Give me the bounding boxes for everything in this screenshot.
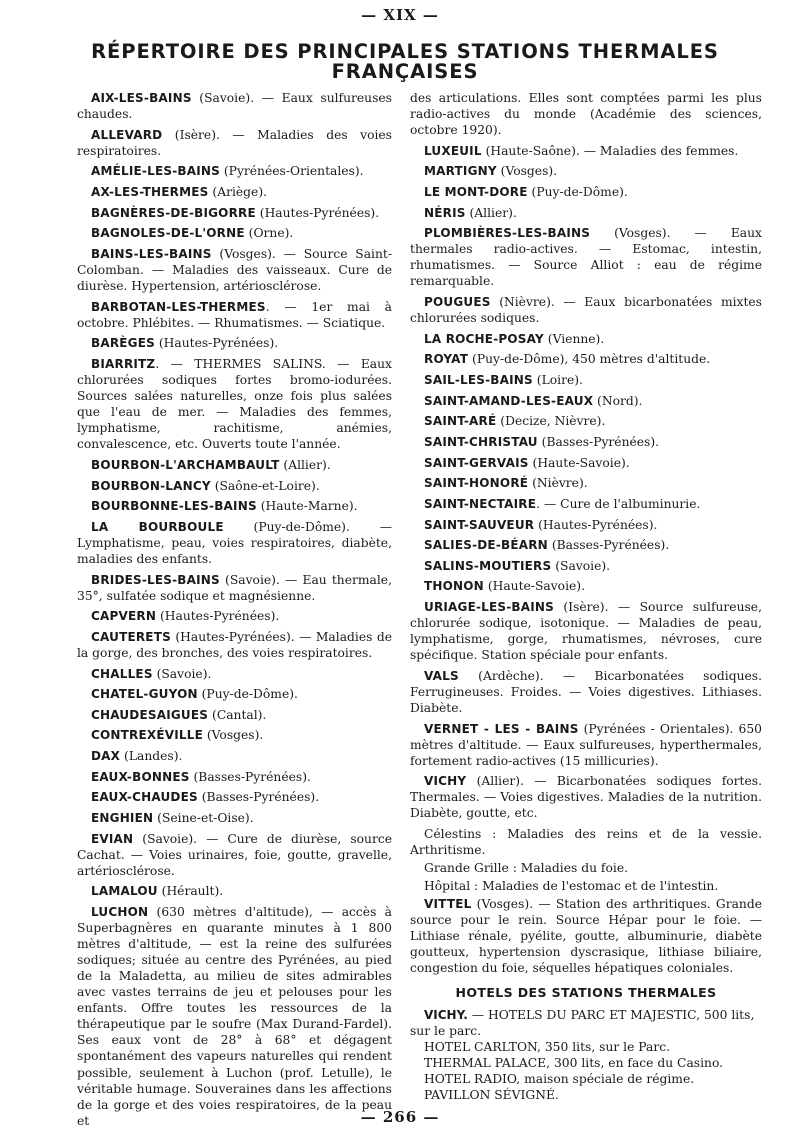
station-entry xyxy=(410,413,762,429)
entry-name: BOURBON-L'ARCHAMBAULT xyxy=(91,457,280,472)
entry-name: CHALLES xyxy=(91,666,153,681)
entry-name: LE MONT-DORE xyxy=(424,185,528,200)
station-entry xyxy=(77,666,392,682)
entry-name: EAUX-BONNES xyxy=(91,769,190,784)
station-entry xyxy=(77,572,392,604)
entry-text: (Savoie). xyxy=(152,666,212,681)
entry-name: VERNET - LES - BAINS xyxy=(424,721,579,736)
footer-page-number: — 266 — xyxy=(360,1108,440,1126)
entry-vittel xyxy=(410,896,762,976)
station-entry xyxy=(77,498,392,514)
entry-name: DAX xyxy=(91,749,121,764)
entry-name: POUGUES xyxy=(424,295,491,310)
entry-text: (Orne). xyxy=(244,226,294,241)
entry-name: ROYAT xyxy=(424,352,469,367)
station-entry xyxy=(77,519,392,567)
entry-name: CHATEL-GUYON xyxy=(91,687,198,702)
station-entry xyxy=(410,143,762,159)
entry-text: (Nord). xyxy=(593,393,643,408)
entry-text: (Hautes-Pyrénées). xyxy=(255,205,380,220)
entry-name: ALLEVARD xyxy=(91,127,163,142)
entry-name: LA BOURBOULE xyxy=(91,519,224,534)
entry-text: (Hautes-Pyrénées). xyxy=(156,609,280,624)
entry-text: (Haute-Saône). — Maladies des femmes. xyxy=(481,143,739,158)
entry-text: (Saône-et-Loire). xyxy=(210,478,320,493)
entry-text: (Loire). xyxy=(532,373,583,388)
station-entry xyxy=(77,608,392,624)
entry-name: BOURBONNE-LES-BAINS xyxy=(91,499,257,514)
entry-text: (Cantal). xyxy=(208,707,267,722)
station-entry xyxy=(77,246,392,294)
hotel-line: PAVILLON SÉVIGNÉ. xyxy=(424,1087,559,1102)
hotel-city: VICHY. xyxy=(424,1007,468,1022)
entry-text: (Hautes-Pyrénées). xyxy=(534,517,658,532)
entry-name: SALIES-DE-BÉARN xyxy=(424,538,548,553)
entry-text: (Pyrénées-Orientales). xyxy=(219,164,364,179)
entry-text: (Haute-Savoie). xyxy=(528,455,630,470)
hotel-line: HOTEL RADIO, maison spéciale de régime. xyxy=(424,1071,695,1086)
station-entry xyxy=(410,517,762,533)
hotel-text: — HOTELS DU PARC ET MAJESTIC, 500 lits, sur le parc. xyxy=(410,1007,755,1038)
station-entry xyxy=(77,90,392,122)
entry-text: (Nièvre). — Eaux bicarbonatées mixtes chlorurées sodiques. xyxy=(410,295,762,326)
entry-name: EAUX-CHAUDES xyxy=(91,790,198,805)
entry-name: LUCHON xyxy=(91,905,149,920)
entry-text: (Puy-de-Dôme), 450 mètres d'altitude. xyxy=(468,352,711,367)
entry-name: NÉRIS xyxy=(424,205,466,220)
left-column xyxy=(77,90,392,1133)
entry-text: (Haute-Marne). xyxy=(256,499,358,514)
station-entry xyxy=(410,331,762,347)
entry-name: AMÉLIE-LES-BAINS xyxy=(91,164,220,179)
entry-text: (Vosges). xyxy=(202,728,264,743)
hotel-line: THERMAL PALACE, 300 lits, en face du Casino. xyxy=(424,1055,724,1070)
entry-text: (Ariège). xyxy=(208,185,268,200)
entry-name: ENGHIEN xyxy=(91,811,154,826)
entry-name: SAINT-CHRISTAU xyxy=(424,434,538,449)
right-column xyxy=(410,90,762,1103)
station-entry xyxy=(77,686,392,702)
station-entry xyxy=(77,904,392,1129)
entry-name: VICHY xyxy=(424,774,467,789)
entry-name: BARBOTAN-LES-THERMES xyxy=(91,299,266,314)
station-entry xyxy=(77,727,392,743)
entry-text: (Ardèche). — Bicarbonatées sodiques. Ferrugineuses. Froides. — Voies digestives. Lithiases. Diabète. xyxy=(410,668,762,715)
entry-text: (Hérault). xyxy=(157,884,224,899)
entry-text: (Nièvre). xyxy=(528,476,588,491)
entry-text: (Isère). — Source sulfureuse, chlorurée sodique, isotonique. — Maladies de peau, lymphatisme, gorge, rhumatismes, névroses, cure spécifique. Station spéciale pour enfants. xyxy=(410,600,762,663)
entry-text: (Savoie). — Cure de diurèse, source Cachat. — Voies urinaires, foie, goutte, gravelle, artériosclérose. xyxy=(77,831,392,878)
station-entry xyxy=(410,184,762,200)
station-entry xyxy=(410,537,762,553)
station-entry xyxy=(410,475,762,491)
entry-text: (Landes). xyxy=(120,749,183,764)
station-entry xyxy=(77,883,392,899)
entry-text: (Puy-de-Dôme). xyxy=(527,185,628,200)
station-entry xyxy=(77,356,392,452)
entry-name: BARÈGES xyxy=(91,336,155,351)
entry-text: (Vosges). — Station des arthritiques. Grande source pour le rein. Source Hépar pour le foie. — Lithiase rénale, pyélite, goutte, albuminurie, diabète goutteux, hypertension dyscrasique, lithiase biliaire, congestion du foie, séquelles hépatiques coloniales. xyxy=(410,897,762,976)
entry-name: SAINT-ARÉ xyxy=(424,414,497,429)
station-entry xyxy=(410,668,762,716)
entry-text: (Vosges). — Source Saint-Colomban. — Maladies des vaisseaux. Cure de diurèse. Hypertension, artériosclérose. xyxy=(77,246,392,294)
hotels-heading: HOTELS DES STATIONS THERMALES xyxy=(455,984,717,1000)
station-entry xyxy=(77,163,392,179)
entry-name: AIX-LES-BAINS xyxy=(91,91,192,105)
station-entry xyxy=(410,393,762,409)
entry-text: (Allier). — Bicarbonatées sodiques fortes. Thermales. — Voies digestives. Maladies de la nutrition. Diabète, goutte, etc. xyxy=(410,774,762,821)
vichy-source-grande-grille: Grande Grille : Maladies du foie. xyxy=(424,861,629,876)
entry-text: (Savoie). — Eaux sulfureuses chaudes. xyxy=(77,91,392,122)
entry-name: THONON xyxy=(424,579,484,594)
station-entry xyxy=(410,455,762,471)
entry-text: (Basses-Pyrénées). xyxy=(537,434,660,449)
entry-name: BIARRITZ xyxy=(91,357,156,371)
luchon-continuation: des articulations. Elles sont comptées parmi les plus radio-actives du monde (Académie des sciences, octobre 1920). xyxy=(410,91,762,138)
entry-text: (Allier). xyxy=(465,205,517,220)
entry-text: (Pyrénées - Orientales). 650 mètres d'altitude. — Eaux sulfureuses, hyperthermales, fortement radio-actives (15 millicuries). xyxy=(410,721,762,768)
vichy-source-hopital: Hôpital : Maladies de l'estomac et de l'intestin. xyxy=(424,879,719,894)
vichy-source-celestins: Célestins : Maladies des reins et de la vessie. Arthritisme. xyxy=(410,827,762,858)
station-entry xyxy=(77,478,392,494)
station-entry xyxy=(77,127,392,159)
station-entry xyxy=(410,721,762,769)
entry-text: (Decize, Nièvre). xyxy=(496,414,606,429)
entry-text: (Basses-Pyrénées). xyxy=(189,769,311,784)
entry-text: (Savoie). — Eau thermale, 35°, sulfatée sodique et magnésienne. xyxy=(77,572,392,603)
station-entry xyxy=(410,496,762,512)
station-entry xyxy=(77,299,392,331)
entry-name: LAMALOU xyxy=(91,884,158,899)
entry-name: AX-LES-THERMES xyxy=(91,185,209,200)
right-entry-list xyxy=(410,143,762,822)
entry-name: LA ROCHE-POSAY xyxy=(424,331,544,346)
entry-name: BOURBON-LANCY xyxy=(91,478,211,493)
entry-name: SAINT-GERVAIS xyxy=(424,455,529,470)
page-title: RÉPERTOIRE DES PRINCIPALES STATIONS THERMALES FRANÇAISES xyxy=(91,40,719,83)
entry-text: . — Cure de l'albuminurie. xyxy=(536,496,701,511)
entry-text: . — 1er mai à octobre. Phlébites. — Rhumatismes. — Sciatique. xyxy=(77,299,392,330)
entry-name: BAGNÈRES-DE-BIGORRE xyxy=(91,205,256,220)
entry-name: BAGNOLES-DE-L'ORNE xyxy=(91,226,245,241)
entry-name: SAINT-HONORÉ xyxy=(424,476,529,491)
station-entry xyxy=(77,769,392,785)
station-entry xyxy=(77,629,392,661)
station-entry xyxy=(77,748,392,764)
entry-name: SAIL-LES-BAINS xyxy=(424,373,533,388)
station-entry xyxy=(77,335,392,351)
station-entry xyxy=(410,578,762,594)
entry-name: CAUTERETS xyxy=(91,629,171,644)
entry-text: (Puy-de-Dôme). — Lymphatisme, peau, voies respiratoires, diabète, maladies des enfants. xyxy=(77,519,393,566)
station-entry xyxy=(410,205,762,221)
entry-text: (Seine-et-Oise). xyxy=(153,811,254,826)
station-entry xyxy=(410,351,762,367)
entry-text: (Basses-Pyrénées). xyxy=(547,538,670,553)
entry-name: VALS xyxy=(424,668,459,683)
entry-text: (Allier). xyxy=(279,457,331,472)
entry-name: SAINT-AMAND-LES-EAUX xyxy=(424,393,594,408)
station-entry xyxy=(77,831,392,879)
station-entry xyxy=(410,294,762,326)
entry-name: VITTEL xyxy=(424,897,472,912)
entry-name: CAPVERN xyxy=(91,609,157,624)
entry-name: BAINS-LES-BAINS xyxy=(91,246,212,261)
entry-name: EVIAN xyxy=(91,831,134,846)
roman-page-number: — XIX — xyxy=(361,6,439,24)
station-entry xyxy=(410,372,762,388)
station-entry xyxy=(77,205,392,221)
station-entry xyxy=(410,163,762,179)
entry-name: SAINT-NECTAIRE xyxy=(424,496,537,511)
station-entry xyxy=(77,184,392,200)
station-entry xyxy=(77,707,392,723)
entry-name: URIAGE-LES-BAINS xyxy=(424,600,555,615)
hotel-line xyxy=(410,1007,762,1039)
station-entry xyxy=(410,773,762,821)
entry-name: CHAUDESAIGUES xyxy=(91,707,209,722)
entry-text: (Haute-Savoie). xyxy=(483,579,585,594)
entry-name: CONTREXÉVILLE xyxy=(91,728,203,743)
entry-text: . — THERMES SALINS. — Eaux chlorurées sodiques fortes bromo-iodurées. Sources salées naturelles, onze fois plus salées que l'eau de mer. — Maladies des femmes, lymphatisme, rachitisme, anémies, convalescence, etc. Ouverts toute l'année. xyxy=(77,357,392,452)
station-entry xyxy=(410,558,762,574)
entry-name: MARTIGNY xyxy=(424,164,497,179)
entry-name: BRIDES-LES-BAINS xyxy=(91,572,220,587)
entry-text: (Hautes-Pyrénées). xyxy=(154,336,279,351)
hotel-line: HOTEL CARLTON, 350 lits, sur le Parc. xyxy=(424,1039,671,1054)
station-entry xyxy=(410,599,762,663)
station-entry xyxy=(410,434,762,450)
entry-text: (Hautes-Pyrénées). — Maladies de la gorge, des bronches, des voies respiratoires. xyxy=(77,629,392,660)
entry-text: (630 mètres d'altitude), — accès à Superbagnères en quarante minutes à 1 800 mètres d'altitude, — est la reine des sulfurées sodiques; située au centre des Pyrénées, au pied de la Maladetta, au milieu de sites admirables avec vastes terrains de jeu et pelouses pour les enfants. Offre toutes les ressources de la thérapeutique par le soufre (Max Durand-Fardel). Ses eaux vont de 28° à 68° et dégagent spontanément des vapeurs naturelles qui rendent possible, seulement à Luchon (prof. Letulle), le véritable humage. Souveraines dans les affections de la gorge et des voies respiratoires, de la peau et xyxy=(77,905,392,1128)
entry-text: (Basses-Pyrénées). xyxy=(197,790,320,805)
entry-text: (Savoie). xyxy=(551,558,611,573)
station-entry xyxy=(77,789,392,805)
entry-text: (Vienne). xyxy=(543,331,605,346)
entry-name: SAINT-SAUVEUR xyxy=(424,517,535,532)
station-entry xyxy=(77,457,392,473)
entry-name: PLOMBIÈRES-LES-BAINS xyxy=(424,226,591,241)
entry-text: (Isère). — Maladies des voies respiratoires. xyxy=(77,127,392,158)
entry-text: (Puy-de-Dôme). xyxy=(197,687,298,702)
left-entry-list xyxy=(77,90,392,1129)
station-entry xyxy=(410,225,762,289)
entry-name: LUXEUIL xyxy=(424,143,482,158)
entry-name: SALINS-MOUTIERS xyxy=(424,558,552,573)
entry-text: (Vosges). xyxy=(496,164,558,179)
station-entry xyxy=(77,810,392,826)
entry-text: (Vosges). — Eaux thermales radio-actives. — Estomac, intestin, rhumatismes. — Source Alliot : eau de régime remarquable. xyxy=(410,226,762,289)
station-entry xyxy=(77,225,392,241)
